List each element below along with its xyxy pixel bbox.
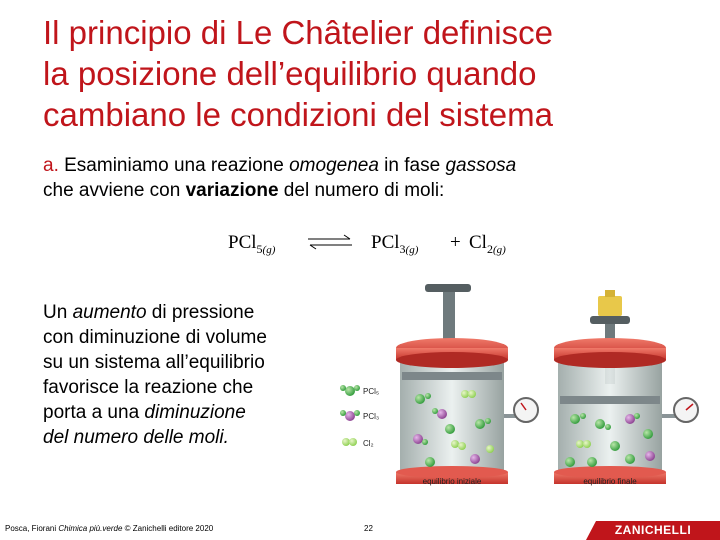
product1-formula: PCl	[371, 232, 400, 253]
product2-subscript: 2	[486, 241, 493, 256]
body-emphasis-moli: del numero delle moli.	[43, 427, 229, 448]
pcl3-legend-icon	[345, 411, 355, 421]
legend-pcl5	[340, 385, 379, 396]
body-line-6	[43, 425, 343, 450]
body-line-2: con diminuzione di volume	[43, 327, 267, 348]
legend-pcl3-label: PCl₃	[363, 412, 380, 421]
body-line-4: favorisce la reazione che	[43, 377, 254, 398]
product-cl2	[469, 232, 506, 257]
body-line-1	[43, 300, 343, 325]
intro-text-2: in fase	[378, 155, 446, 176]
body-text-5: porta a una	[43, 402, 145, 423]
product1-state: (g)	[405, 243, 419, 256]
body-paragraph	[43, 300, 343, 450]
intro-line-2	[43, 178, 683, 203]
reactant-state: (g)	[262, 243, 276, 256]
intro-emphasis-gassosa: gassosa	[445, 155, 517, 176]
body-emphasis-aumento: aumento	[72, 302, 147, 323]
legend-cl2	[342, 438, 374, 448]
intro-text-4: del numero di moli:	[278, 180, 445, 201]
plus-sign: +	[450, 232, 461, 253]
footer-authors: Posca, Fiorani	[5, 524, 59, 533]
reactant-subscript: 5	[256, 241, 263, 256]
piston-equilibrium-illustration	[330, 284, 720, 494]
piston-initial	[402, 372, 502, 380]
body-text-2: di pressione	[146, 302, 255, 323]
logo-notch	[586, 521, 596, 540]
cl2-legend-icon	[342, 438, 350, 446]
chemical-equation	[228, 228, 528, 268]
legend-pcl5-label: PCl₅	[363, 387, 380, 396]
intro-emphasis-omogenea: omogenea	[289, 155, 379, 176]
pcl5-legend-icon	[345, 386, 355, 396]
title-line-1: Il principio di Le Châtelier definisce	[43, 14, 553, 51]
legend-cl2-label: Cl₂	[363, 439, 374, 448]
cylinder-initial	[396, 284, 538, 486]
equilibrium-arrows-icon	[306, 232, 354, 252]
intro-line-1	[43, 153, 683, 178]
footer-publisher: © Zanichelli editore 2020	[122, 524, 214, 533]
caption-final: equilibrio finale	[583, 477, 637, 486]
title-line-2: la posizione dell’equilibrio quando	[43, 55, 537, 92]
product2-formula: Cl	[469, 232, 487, 253]
list-marker: a.	[43, 155, 59, 176]
cylinder-final	[554, 290, 698, 486]
intro-paragraph	[43, 153, 683, 203]
reactant-formula: PCl	[228, 232, 257, 253]
caption-initial: equilibrio iniziale	[422, 477, 482, 486]
product2-state: (g)	[492, 243, 506, 256]
legend-pcl3	[340, 410, 379, 421]
intro-text-1: Esaminiamo una reazione	[58, 155, 290, 176]
footer-book-title: Chimica più.verde	[58, 524, 123, 533]
slide-title	[43, 12, 703, 135]
body-line-5	[43, 400, 343, 425]
weight-icon	[598, 296, 622, 316]
intro-strong-variazione: variazione	[185, 180, 279, 201]
zanichelli-logo: ZANICHELLI	[586, 521, 720, 540]
footer-credit	[5, 524, 213, 533]
body-line-3: su un sistema all’equilibrio	[43, 352, 265, 373]
page-number: 22	[364, 524, 373, 533]
product-pcl3	[371, 232, 418, 257]
reactant-pcl5	[228, 232, 275, 257]
piston-final	[560, 396, 660, 404]
body-emphasis-diminuzione: diminuzione	[144, 402, 246, 423]
body-text-1: Un	[43, 302, 73, 323]
product1-subscript: 3	[399, 241, 406, 256]
title-line-3: cambiano le condizioni del sistema	[43, 96, 553, 133]
intro-text-3: che avviene con	[43, 180, 186, 201]
